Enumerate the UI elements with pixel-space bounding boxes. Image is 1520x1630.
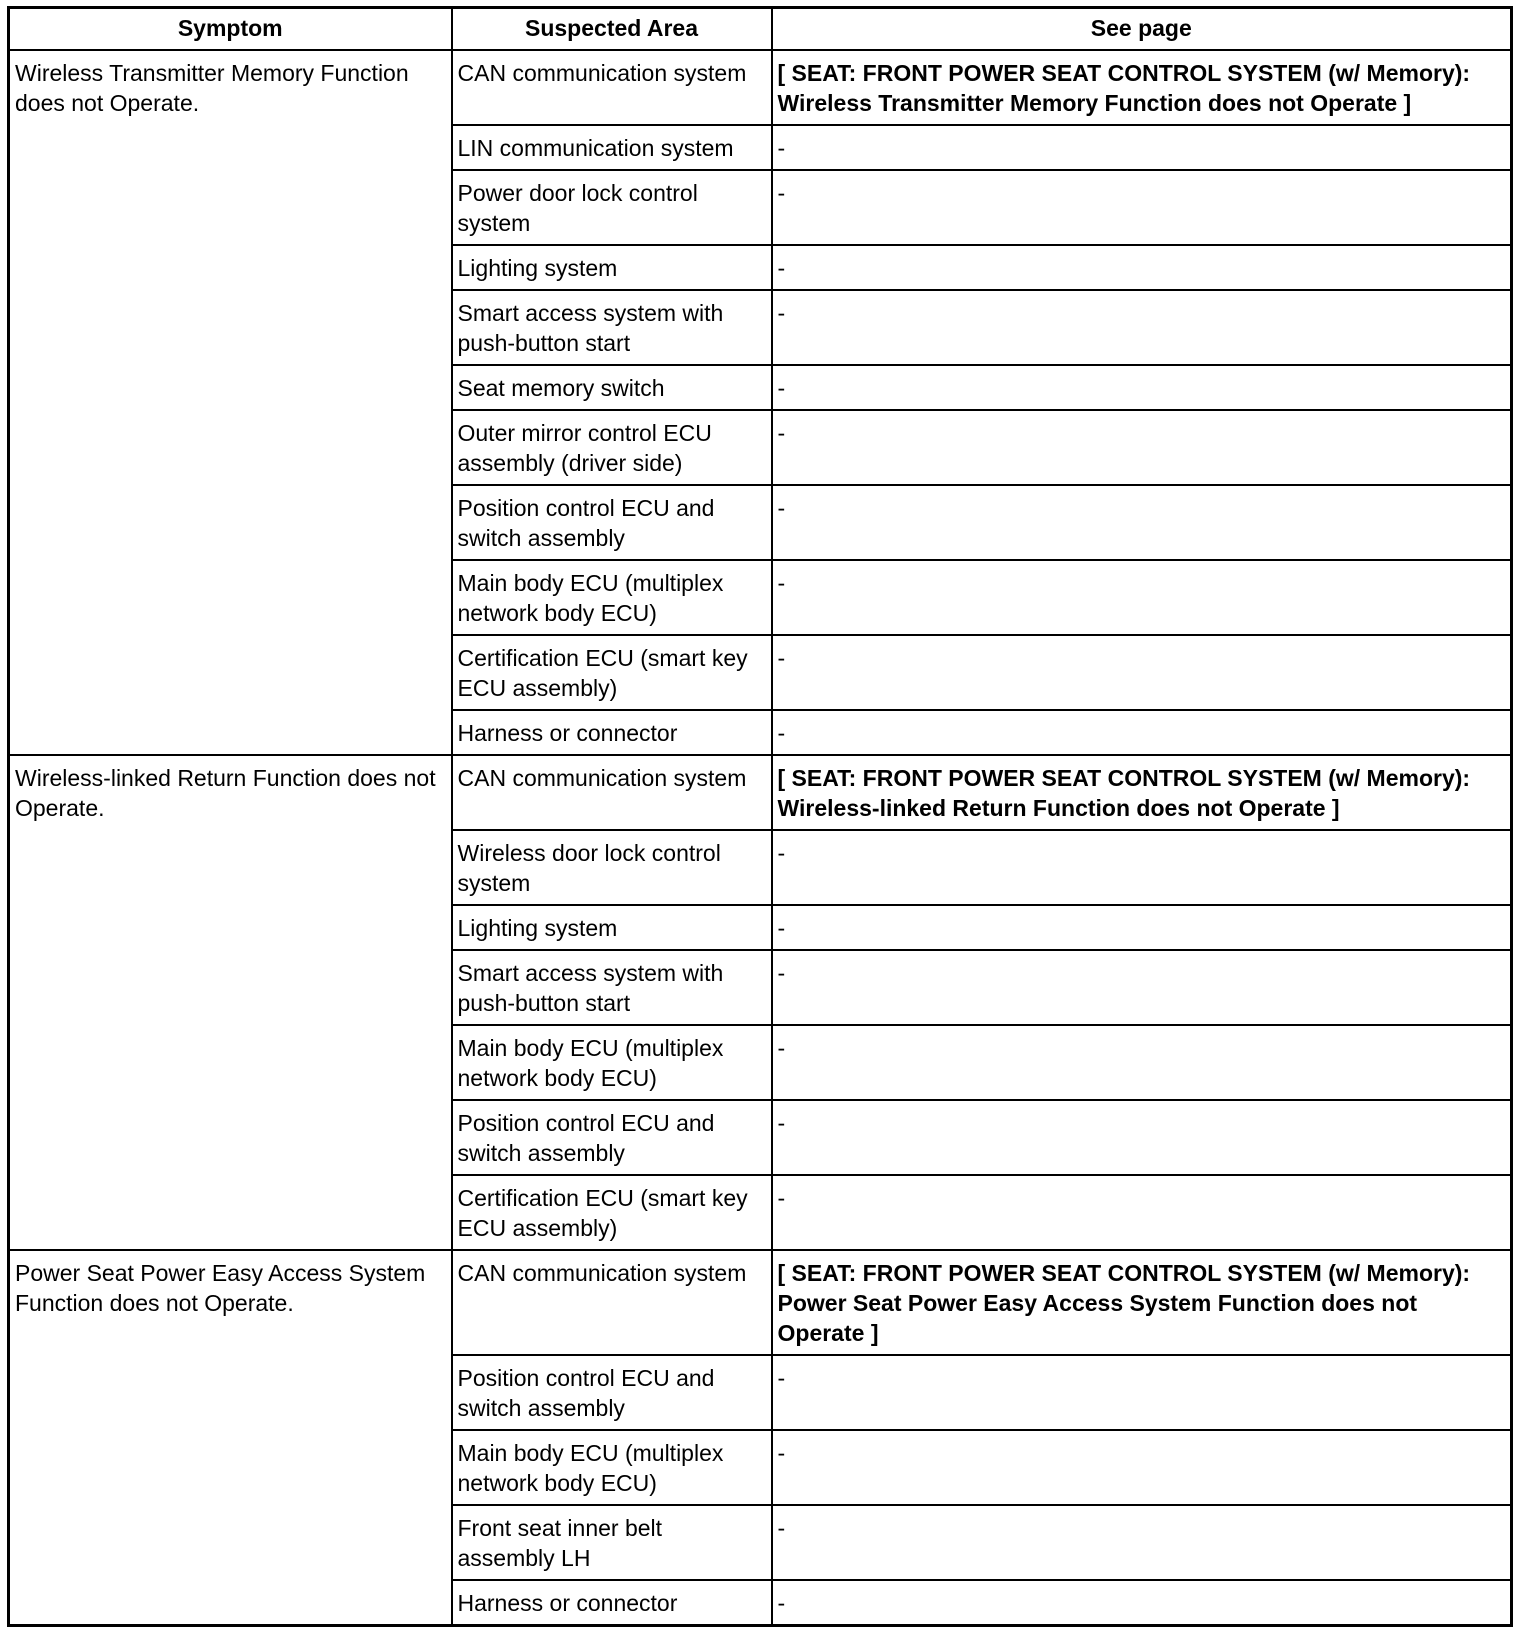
suspected-area-cell: Wireless door lock control system — [452, 830, 772, 905]
suspected-area-cell: Power door lock control system — [452, 170, 772, 245]
see-page-cell: - — [772, 125, 1512, 170]
see-page-cell: - — [772, 410, 1512, 485]
see-page-cell: - — [772, 905, 1512, 950]
suspected-area-cell: Harness or connector — [452, 710, 772, 755]
suspected-area-cell: Harness or connector — [452, 1580, 772, 1626]
table-body — [9, 50, 1512, 1626]
suspected-area-cell: CAN communication system — [452, 50, 772, 125]
suspected-area-cell: Outer mirror control ECU assembly (driver side) — [452, 410, 772, 485]
see-page-cell: - — [772, 170, 1512, 245]
see-page-cell: - — [772, 635, 1512, 710]
suspected-area-cell: Position control ECU and switch assembly — [452, 485, 772, 560]
see-page-cell: - — [772, 1025, 1512, 1100]
see-page-cell: - — [772, 365, 1512, 410]
table-row — [9, 1250, 1512, 1355]
see-page-cell: - — [772, 485, 1512, 560]
symptom-cell: Wireless-linked Return Function does not Operate. — [9, 755, 452, 1250]
suspected-area-cell: CAN communication system — [452, 755, 772, 830]
see-page-link[interactable]: [ SEAT: FRONT POWER SEAT CONTROL SYSTEM (w/ Memory): Wireless-linked Return Function does not Operate ] — [772, 755, 1512, 830]
suspected-area-cell: CAN communication system — [452, 1250, 772, 1355]
see-page-cell: - — [772, 950, 1512, 1025]
suspected-area-cell: Lighting system — [452, 245, 772, 290]
see-page-cell: - — [772, 245, 1512, 290]
suspected-area-cell: LIN communication system — [452, 125, 772, 170]
header-see-page: See page — [772, 8, 1512, 51]
see-page-cell: - — [772, 1505, 1512, 1580]
suspected-area-cell: Front seat inner belt assembly LH — [452, 1505, 772, 1580]
see-page-link[interactable]: [ SEAT: FRONT POWER SEAT CONTROL SYSTEM (w/ Memory): Wireless Transmitter Memory Function does not Operate ] — [772, 50, 1512, 125]
symptom-cell: Wireless Transmitter Memory Function does not Operate. — [9, 50, 452, 755]
suspected-area-cell: Main body ECU (multiplex network body ECU) — [452, 1025, 772, 1100]
see-page-cell: - — [772, 1355, 1512, 1430]
symptom-table — [7, 6, 1513, 1627]
suspected-area-cell: Seat memory switch — [452, 365, 772, 410]
header-symptom: Symptom — [9, 8, 452, 51]
suspected-area-cell: Smart access system with push-button start — [452, 290, 772, 365]
suspected-area-cell: Smart access system with push-button start — [452, 950, 772, 1025]
see-page-cell: - — [772, 830, 1512, 905]
see-page-link[interactable]: [ SEAT: FRONT POWER SEAT CONTROL SYSTEM (w/ Memory): Power Seat Power Easy Access System Function does not Operate ] — [772, 1250, 1512, 1355]
suspected-area-cell: Main body ECU (multiplex network body ECU) — [452, 560, 772, 635]
table-row — [9, 50, 1512, 125]
header-row — [9, 8, 1512, 51]
see-page-cell: - — [772, 1175, 1512, 1250]
suspected-area-cell: Certification ECU (smart key ECU assembly) — [452, 1175, 772, 1250]
symptom-cell: Power Seat Power Easy Access System Function does not Operate. — [9, 1250, 452, 1626]
suspected-area-cell: Main body ECU (multiplex network body ECU) — [452, 1430, 772, 1505]
see-page-cell: - — [772, 290, 1512, 365]
header-suspected-area: Suspected Area — [452, 8, 772, 51]
table-row — [9, 755, 1512, 830]
suspected-area-cell: Position control ECU and switch assembly — [452, 1100, 772, 1175]
see-page-cell: - — [772, 1580, 1512, 1626]
suspected-area-cell: Certification ECU (smart key ECU assembly) — [452, 635, 772, 710]
see-page-cell: - — [772, 710, 1512, 755]
suspected-area-cell: Position control ECU and switch assembly — [452, 1355, 772, 1430]
suspected-area-cell: Lighting system — [452, 905, 772, 950]
see-page-cell: - — [772, 560, 1512, 635]
see-page-cell: - — [772, 1100, 1512, 1175]
see-page-cell: - — [772, 1430, 1512, 1505]
